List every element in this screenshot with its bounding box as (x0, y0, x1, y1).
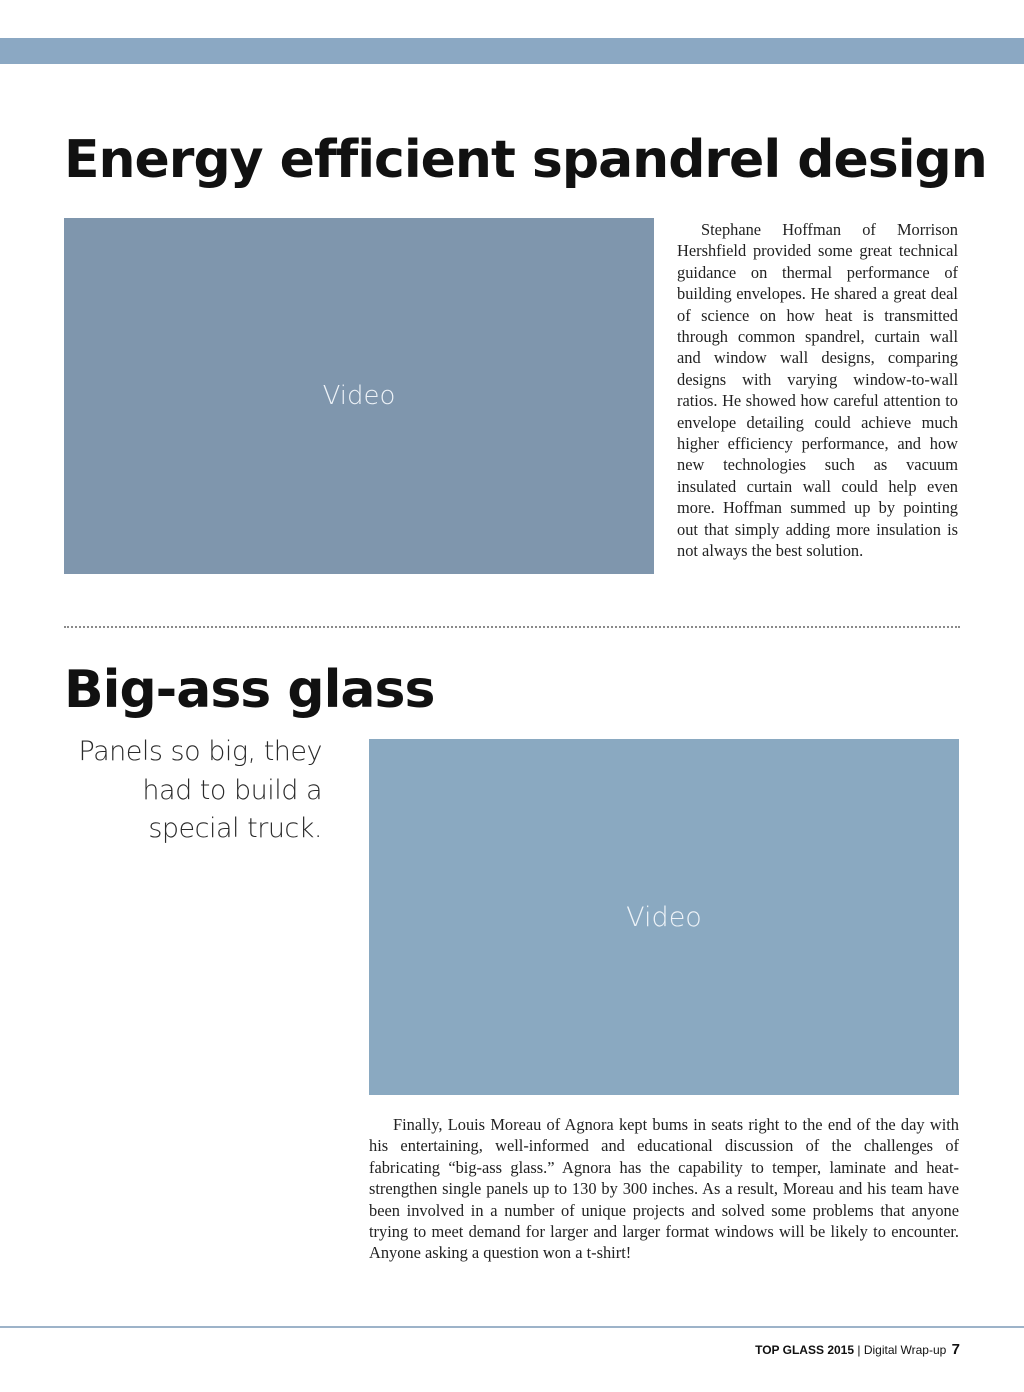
video-player-big-glass[interactable] (369, 739, 959, 1095)
article-body-big-glass: Finally, Louis Moreau of Agnora kept bums in seats right to the end of the day with his entertaining, well-informed and educational discussion of the challenges of fabricating “big-ass glass.” Agnora has the capability to temper, laminate and heat-strengthen single panels up to 130 by 300 inches. As a result, Moreau and his team have been involved in a number of unique projects and solved some problems that anyone trying to meet demand for larger and larger format windows will be likely to encounter. Anyone asking a question won a t-shirt! (369, 1115, 959, 1263)
video-player-spandrel[interactable] (64, 218, 654, 574)
dotted-divider (64, 626, 960, 628)
section-title-big-glass: Big-ass glass (64, 660, 435, 720)
page-footer (755, 1341, 960, 1358)
footer-rule (0, 1326, 1024, 1328)
pull-quote: Panels so big, they had to build a special truck. (78, 736, 322, 844)
video-label: Video (626, 901, 702, 933)
section-title-spandrel: Energy efficient spandrel design (64, 130, 987, 190)
article-body-spandrel: Stephane Hoffman of Morrison Hershfield provided some great technical guidance on thermal performance of building envelopes. He shared a great deal of science on how heat is transmitted through common spandrel, curtain wall and window wall designs, comparing designs with varying window-to-wall ratios. He showed how careful attention to envelope detailing could achieve much higher efficiency performance, and how new technologies such as vacuum insulated curtain wall could help even more. Hoffman summed up by pointing out that simply adding more insulation is not always the best solution. (677, 220, 958, 561)
video-label: Video (322, 381, 396, 411)
footer-separator: | (857, 1343, 861, 1357)
footer-publication: TOP GLASS 2015 (755, 1343, 855, 1357)
page-number: 7 (951, 1341, 960, 1358)
footer-section: Digital Wrap-up (863, 1343, 947, 1357)
top-accent-bar (0, 38, 1024, 64)
